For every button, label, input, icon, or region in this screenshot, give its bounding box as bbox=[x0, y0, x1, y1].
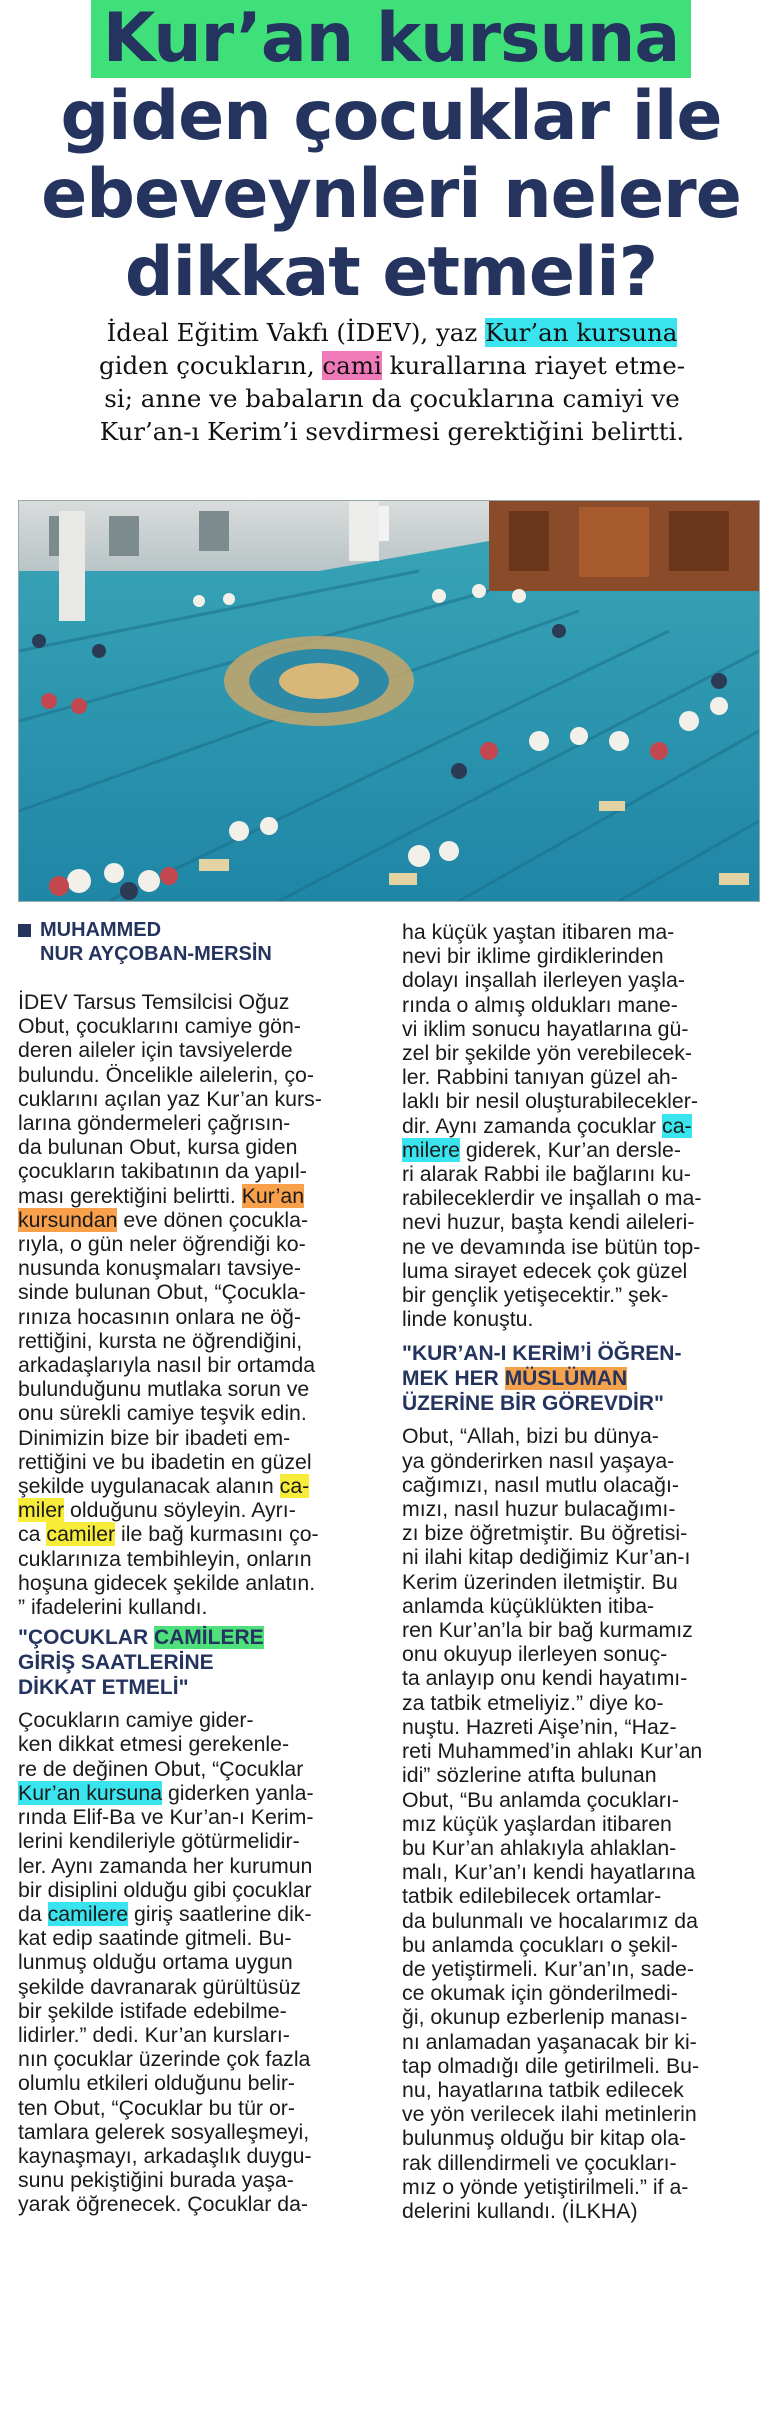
subheading-text: MEK HER bbox=[402, 1367, 505, 1391]
body-line: lunmuş olduğu ortama uygun bbox=[18, 1950, 293, 1975]
subheading-camilere bbox=[18, 1625, 386, 1700]
body-line: de yetiştirmeli. Kur’an’ın, sade- bbox=[402, 1956, 694, 1981]
body-line: lerini kendileriyle götürmelidir- bbox=[18, 1829, 300, 1854]
highlight-camilere-heading: CAMİLERE bbox=[153, 1626, 264, 1650]
subheading-text: "ÇOCUKLAR bbox=[18, 1626, 154, 1650]
body-text: ması gerektiğini belirtti. bbox=[18, 1183, 242, 1208]
body-line: anlamda küçüklükten itiba- bbox=[402, 1593, 655, 1618]
body-line: cuklarınıza tembihleyin, onların bbox=[18, 1546, 312, 1571]
body-text: eve dönen çocukla- bbox=[117, 1207, 309, 1232]
subheading-text: GİRİŞ SAATLERİNE bbox=[18, 1651, 214, 1675]
body-line: nuştu. Hazreti Aişe’nin, “Haz- bbox=[402, 1714, 677, 1739]
body-line: za tatbik etmeliyiz.” diye ko- bbox=[402, 1690, 664, 1715]
body-line: bu anlamda çocukları o şekil- bbox=[402, 1932, 678, 1957]
article-column-left bbox=[18, 918, 386, 2217]
body-line: kat edip saatinde gitmeli. Bu- bbox=[18, 1926, 292, 1951]
body-text: giriş saatlerine dik- bbox=[128, 1901, 312, 1926]
body-line: onu sürekli camiye teşvik edin. bbox=[18, 1401, 307, 1426]
body-line: zı bize öğretmiştir. Bu öğretisi- bbox=[402, 1521, 688, 1546]
lead-highlight-kuran-kursuna: Kur’an kursuna bbox=[485, 318, 678, 347]
body-line: rınıza hocasının onlara ne öğ- bbox=[18, 1304, 301, 1329]
body-line: cuklarını açılan yaz Kur’an kurs- bbox=[18, 1086, 322, 1111]
body-text: giderek, Kur’an dersle- bbox=[459, 1137, 681, 1162]
body-line: rettiğini, kursta ne öğrendiğini, bbox=[18, 1328, 303, 1353]
subheading-text: DİKKAT ETMELİ" bbox=[18, 1676, 189, 1700]
subheading-kuran-ogrenmek bbox=[402, 1341, 762, 1416]
body-line: bu Kur’an ahlakıyla ahlaklan- bbox=[402, 1835, 677, 1860]
lead-text: İdeal Eğitim Vakfı (İDEV), yaz bbox=[106, 318, 486, 347]
body-line: zel bir şekilde yön verebilecek- bbox=[402, 1041, 693, 1066]
body-line: rında Elif-Ba ve Kur’an-ı Kerim- bbox=[18, 1805, 314, 1830]
body-line: Obut, “Bu anlamda çocukları- bbox=[402, 1787, 679, 1812]
body-line: çocukların takibatının da yapıl- bbox=[18, 1159, 307, 1184]
highlight-camiler-3: camiler bbox=[46, 1522, 116, 1547]
body-line: mız küçük yaşlardan itibaren bbox=[402, 1811, 672, 1836]
lead-paragraph bbox=[18, 316, 766, 448]
byline-name: MUHAMMED bbox=[40, 919, 162, 941]
body-line: ve yön verilecek ilahi metinlerin bbox=[402, 2102, 697, 2127]
highlight-camiler-2: miler bbox=[18, 1498, 65, 1523]
body-line: şekilde davranarak gürültüsüz bbox=[18, 1974, 301, 1999]
byline bbox=[18, 918, 386, 966]
body-line: ği, okunup ezberlenip manası- bbox=[402, 2005, 688, 2030]
subheading-text: "KUR’AN-I KERİM’İ ÖĞREN- bbox=[402, 1342, 682, 1366]
body-line: rabileceklerdir ve inşallah o ma- bbox=[402, 1186, 702, 1211]
body-paragraph bbox=[18, 990, 386, 1619]
body-line: Çocukların camiye gider- bbox=[18, 1708, 254, 1733]
highlight-musluman: MÜSLÜMAN bbox=[504, 1367, 628, 1391]
body-line: ha küçük yaştan itibaren ma- bbox=[402, 920, 675, 944]
body-line: nın çocuklar üzerinde çok fazla bbox=[18, 2047, 311, 2072]
headline-line-1: Kur’an kursuna bbox=[91, 0, 691, 78]
body-text: ile bağ kurmasını ço- bbox=[115, 1522, 319, 1547]
body-text: da bbox=[18, 1901, 48, 1926]
body-line: ler. Rabbini tanıyan güzel ah- bbox=[402, 1065, 678, 1090]
body-line: ni ilahi kitap dediğimiz Kur’an-ı bbox=[402, 1545, 691, 1570]
body-line: mız o yönde yetiştirilmeli.” if a- bbox=[402, 2174, 689, 2199]
highlight-kursundan: kursundan bbox=[18, 1207, 118, 1232]
body-line: bir şekilde istifade edebilme- bbox=[18, 1998, 287, 2023]
body-text: ca bbox=[18, 1522, 47, 1547]
body-line: rıyla, o gün neler öğrendiği ko- bbox=[18, 1232, 306, 1257]
body-text: şekilde uygulanacak alanın bbox=[18, 1474, 280, 1499]
body-line: Obut, çocuklarını camiye gön- bbox=[18, 1014, 301, 1039]
highlight-kuran: Kur’an bbox=[241, 1183, 305, 1208]
lead-text: kurallarına riayet etme- bbox=[381, 351, 686, 380]
subheading-text: ÜZERİNE BİR GÖREVDİR" bbox=[402, 1392, 664, 1416]
body-line: larına göndermeleri çağrısın- bbox=[18, 1111, 291, 1136]
body-line: rında o almış oldukları mane- bbox=[402, 992, 678, 1017]
lead-highlight-cami: cami bbox=[322, 351, 382, 380]
highlight-camilere-1: ca- bbox=[662, 1113, 692, 1138]
body-line: bir gençlik yetişecektir.” şek- bbox=[402, 1283, 669, 1308]
body-line: da bulunan Obut, kursa giden bbox=[18, 1135, 298, 1160]
lead-text: giden çocukların, bbox=[98, 351, 323, 380]
body-line: ken dikkat etmesi gerekenle- bbox=[18, 1732, 290, 1757]
body-line: tamlara gelerek sosyalleşmeyi, bbox=[18, 2119, 310, 2144]
body-line: rettiğini ve bu ibadetin en güzel bbox=[18, 1449, 312, 1474]
body-line: nevi bir iklime girdiklerinden bbox=[402, 944, 664, 969]
body-line: İDEV Tarsus Temsilcisi Oğuz bbox=[18, 990, 290, 1014]
body-line: re de değinen Obut, “Çocuklar bbox=[18, 1756, 304, 1781]
headline bbox=[16, 0, 766, 312]
body-line: Obut, “Allah, bizi bu dünya- bbox=[402, 1424, 659, 1449]
body-line: arkadaşlarıyla nasıl bir ortamda bbox=[18, 1353, 316, 1378]
body-line: da bulunmalı ve hocalarımız da bbox=[402, 1908, 698, 1933]
highlight-camiler-1: ca- bbox=[279, 1474, 310, 1499]
body-text: giderken yanla- bbox=[162, 1780, 314, 1805]
body-line: nusunda konuşmaları tavsiye- bbox=[18, 1256, 301, 1281]
byline-square-icon bbox=[18, 924, 31, 937]
body-line: bir disiplini olduğu gibi çocuklar bbox=[18, 1877, 312, 1902]
body-line: Kerim üzerinden iletmiştir. Bu bbox=[402, 1569, 678, 1594]
highlight-kuran-kursuna: Kur’an kursuna bbox=[18, 1780, 163, 1805]
byline-location: NUR AYÇOBAN-MERSİN bbox=[40, 943, 272, 965]
body-line: tatbik edilebilecek ortamlar- bbox=[402, 1884, 662, 1909]
body-line: onu okuyup ilerleyen sonuç- bbox=[402, 1642, 668, 1667]
body-line: luma sirayet edecek çok güzel bbox=[402, 1258, 688, 1283]
body-line: ne ve devamında ise bütün top- bbox=[402, 1234, 701, 1259]
headline-line-3: ebeveynleri nelere bbox=[41, 155, 741, 234]
body-line: hoşuna gidecek şekilde anlatın. bbox=[18, 1570, 316, 1595]
body-line: delerini kullandı. (İLKHA) bbox=[402, 2198, 638, 2223]
highlight-camilere: camilere bbox=[47, 1901, 129, 1926]
body-line: deren aileler için tavsiyelerde bbox=[18, 1038, 293, 1063]
body-line: bulunduğunu mutlaka sorun ve bbox=[18, 1377, 310, 1402]
body-line: mızı, nasıl huzur bulacağımı- bbox=[402, 1497, 676, 1522]
body-line: vi iklim sonucu hayatlarına gü- bbox=[402, 1016, 689, 1041]
body-line: bulundu. Öncelikle ailelerin, ço- bbox=[18, 1062, 314, 1087]
body-line: olumlu etkileri olduğunu belir- bbox=[18, 2071, 296, 2096]
body-line: tap olmadığı dile getirilmeli. Bu- bbox=[402, 2053, 700, 2078]
body-line: ri alarak Rabbi ile bağlarını ku- bbox=[402, 1162, 691, 1187]
body-line: laklı bir nesil oluşturabilecekler- bbox=[402, 1089, 698, 1114]
body-line: ” ifadelerini kullandı. bbox=[18, 1595, 208, 1620]
article-column-right bbox=[402, 920, 762, 2223]
body-line: ler. Aynı zamanda her kurumun bbox=[18, 1853, 313, 1878]
body-text: olduğunu söyleyin. Ayrı- bbox=[64, 1498, 296, 1523]
headline-line-2: giden çocuklar ile bbox=[60, 77, 722, 156]
body-line: ce okumak için gönderilmedi- bbox=[402, 1981, 678, 2006]
body-line: Dinimizin bize bir ibadeti em- bbox=[18, 1425, 291, 1450]
body-line: idi” sözlerine atıfta bulunan bbox=[402, 1763, 657, 1788]
lead-text: Kur’an-ı Kerim’i sevdirmesi gerektiğini belirtti. bbox=[99, 417, 685, 446]
mosque-classroom-photo bbox=[18, 500, 760, 902]
body-line: rak dillendirmeli ve çocukları- bbox=[402, 2150, 677, 2175]
body-line: sinde bulunan Obut, “Çocukla- bbox=[18, 1280, 306, 1305]
lead-text: si; anne ve babaların da çocuklarına camiyi ve bbox=[104, 384, 680, 413]
headline-line-4: dikkat etmeli? bbox=[124, 233, 658, 312]
body-paragraph bbox=[402, 1424, 762, 2223]
body-line: nu, hayatlarına tatbik edilecek bbox=[402, 2077, 684, 2102]
body-line: ya gönderirken nasıl yaşaya- bbox=[402, 1448, 675, 1473]
body-line: nı anlamadan yaşanacak bir ki- bbox=[402, 2029, 697, 2054]
body-line: ta anlayıp onu kendi hayatımı- bbox=[402, 1666, 688, 1691]
body-line: reti Muhammed’in ahlakı Kur’an bbox=[402, 1739, 703, 1764]
body-line: linde konuştu. bbox=[402, 1307, 534, 1332]
body-line: kaynaşmayı, arkadaşlık duygu- bbox=[18, 2143, 312, 2168]
body-line: malı, Kur’an’ı kendi hayatlarına bbox=[402, 1860, 696, 1885]
highlight-camilere-2: milere bbox=[402, 1137, 460, 1162]
body-paragraph bbox=[18, 1708, 386, 2216]
body-line: nevi huzur, başta kendi aileleri- bbox=[402, 1210, 695, 1235]
body-text: dir. Aynı zamanda çocuklar bbox=[402, 1113, 663, 1138]
body-paragraph bbox=[402, 920, 762, 1331]
body-line: lidirler.” dedi. Kur’an kursları- bbox=[18, 2022, 290, 2047]
body-line: bulunmuş olduğu bir kitap ola- bbox=[402, 2126, 687, 2151]
body-line: ren Kur’an’la bir bağ kurmamız bbox=[402, 1618, 693, 1643]
body-line: sunu pekiştiğini burada yaşa- bbox=[18, 2168, 294, 2193]
body-line: cağımızı, nasıl mutlu olacağı- bbox=[402, 1472, 679, 1497]
body-line: ten Obut, “Çocuklar bu tür or- bbox=[18, 2095, 295, 2120]
body-line: yarak öğrenecek. Çocuklar da- bbox=[18, 2192, 309, 2217]
body-line: dolayı inşallah ilerleyen yaşla- bbox=[402, 968, 685, 993]
